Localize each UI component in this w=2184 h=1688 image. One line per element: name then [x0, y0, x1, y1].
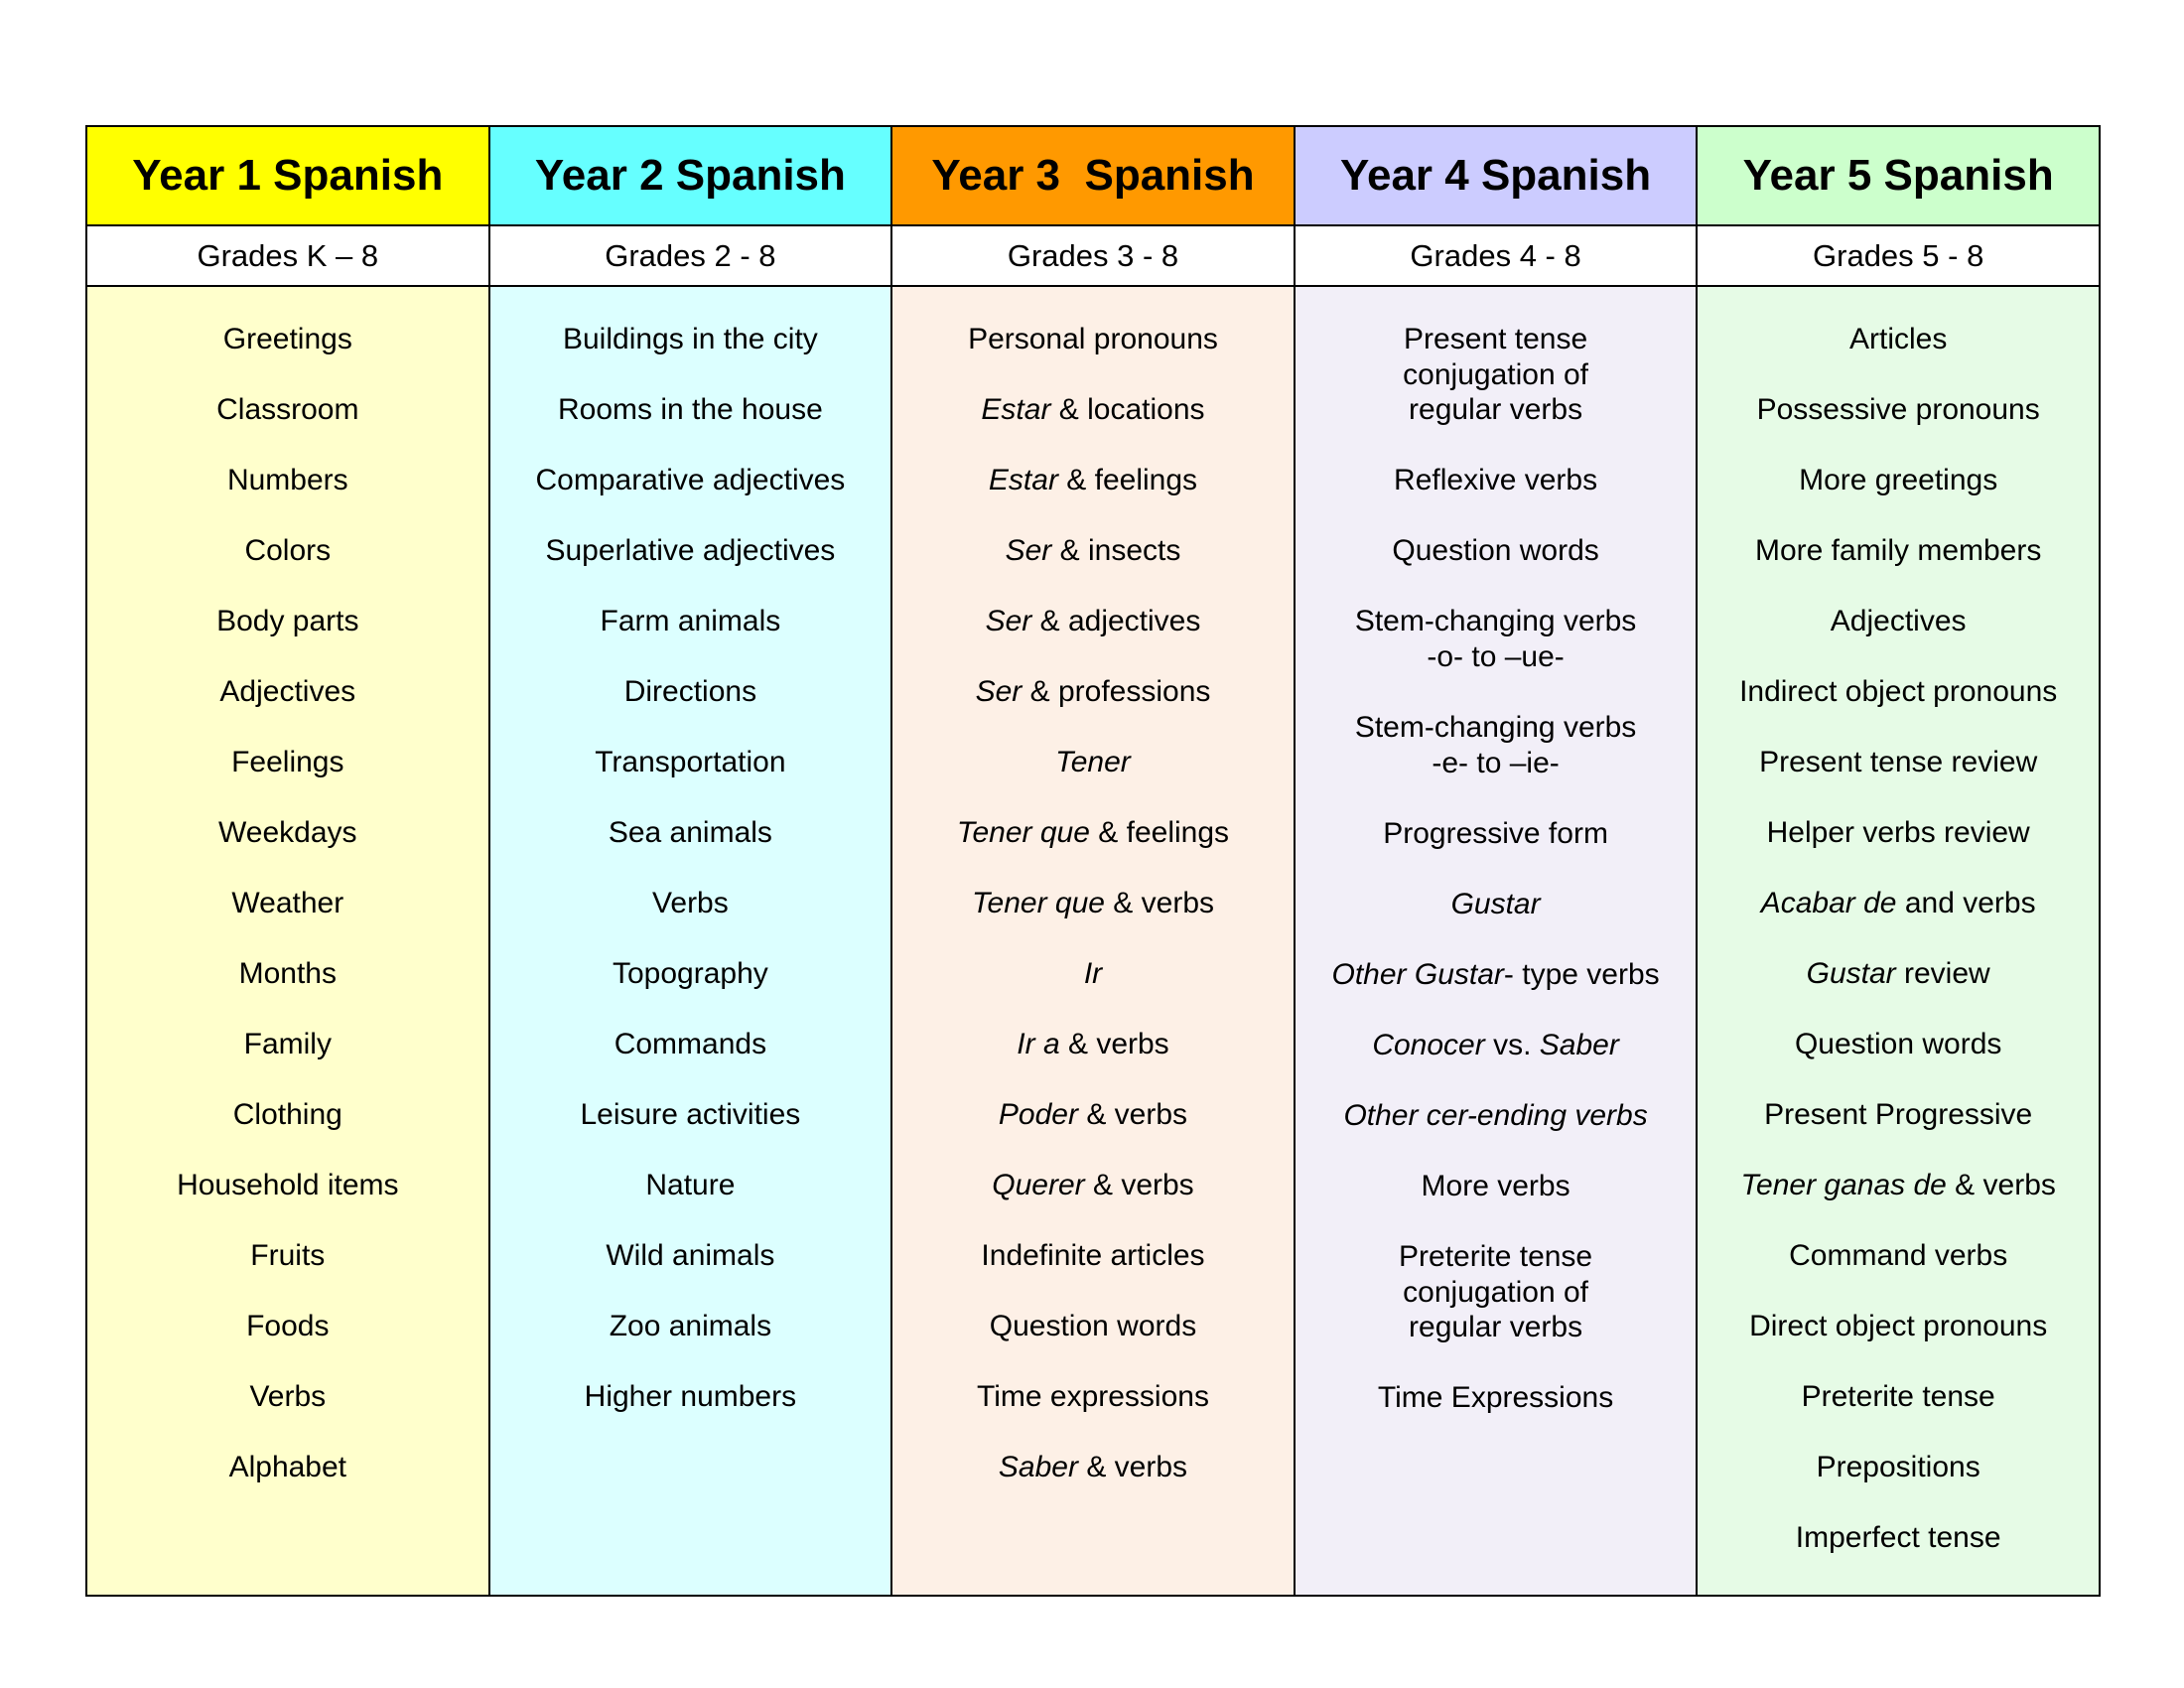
topic-text: review	[1895, 957, 1990, 990]
topic-text: Colors	[244, 534, 332, 567]
topic-text: & verbs	[1077, 1451, 1188, 1483]
topic-text: More verbs	[1421, 1169, 1570, 1202]
column-grades: Grades 2 - 8	[490, 226, 891, 287]
topic-item	[498, 1309, 884, 1344]
topic-item	[498, 392, 884, 428]
topic-item	[1303, 1028, 1689, 1063]
topic-item	[900, 886, 1286, 921]
topic-line: regular verbs	[1409, 393, 1583, 427]
topic-item	[498, 463, 884, 498]
column-title: Year 1 Spanish	[87, 127, 488, 226]
topic-italic-text: Tener que	[971, 887, 1105, 919]
topic-item	[1303, 604, 1689, 674]
topic-item	[900, 1379, 1286, 1415]
topic-item	[1706, 1450, 2091, 1485]
topic-text: Leisure activities	[580, 1098, 801, 1131]
topic-line: Stem-changing verbs	[1354, 711, 1637, 745]
column-grades: Grades K – 8	[87, 226, 488, 287]
topic-item	[95, 1168, 480, 1203]
topic-text: Time expressions	[977, 1380, 1209, 1413]
topic-text: Topography	[612, 957, 768, 990]
topic-item	[900, 1027, 1286, 1062]
topic-text: Body parts	[216, 605, 359, 637]
topic-item	[900, 533, 1286, 569]
topic-item	[95, 463, 480, 498]
topic-item	[95, 1238, 480, 1274]
topic-text: Directions	[623, 675, 757, 708]
topic-item	[900, 745, 1286, 780]
topic-text: Question words	[1392, 534, 1599, 568]
topic-text: Nature	[645, 1169, 736, 1201]
topic-italic-text: Other cer-ending verbs	[1343, 1098, 1648, 1132]
topic-item	[95, 392, 480, 428]
topic-item	[1706, 956, 2091, 992]
topic-item	[1303, 710, 1689, 780]
topic-line: regular verbs	[1409, 1311, 1583, 1344]
topic-italic-text: Acabar de	[1760, 887, 1897, 919]
topic-text: & professions	[1022, 675, 1211, 708]
topic-text: & verbs	[1084, 1169, 1194, 1201]
topic-item	[900, 322, 1286, 357]
column-year-2	[490, 127, 893, 1595]
topic-italic-text: Ir	[1083, 957, 1103, 990]
topic-italic-text: Other Gustar	[1331, 957, 1504, 991]
topic-item	[900, 1309, 1286, 1344]
topic-text: - type verbs	[1503, 957, 1660, 991]
topic-text: & locations	[1050, 393, 1205, 426]
topic-italic-text: Ser	[975, 675, 1023, 708]
column-title: Year 4 Spanish	[1296, 127, 1697, 226]
topic-item	[900, 1168, 1286, 1203]
topic-italic-text: Estar	[981, 393, 1051, 426]
column-year-1	[87, 127, 490, 1595]
topic-text: Imperfect tense	[1795, 1521, 2001, 1554]
topic-text: Articles	[1848, 323, 1948, 355]
topic-text: Personal pronouns	[968, 323, 1218, 355]
topic-item	[1706, 1168, 2091, 1203]
topic-item	[498, 1238, 884, 1274]
topic-line: Stem-changing verbs	[1354, 605, 1637, 638]
topic-item	[1706, 745, 2091, 780]
topic-item	[1706, 674, 2091, 710]
topic-text: Weekdays	[218, 816, 357, 849]
topic-item	[95, 886, 480, 921]
topic-text: Progressive form	[1383, 816, 1608, 850]
topic-italic-text: Ser	[985, 605, 1032, 637]
topic-text: Higher numbers	[584, 1380, 797, 1413]
topic-item	[498, 1097, 884, 1133]
curriculum-table	[85, 125, 2101, 1597]
topic-text: Sea animals	[608, 816, 772, 849]
topic-item	[95, 604, 480, 639]
topic-text: & adjectives	[1031, 605, 1201, 637]
topic-italic-text: Querer	[992, 1169, 1085, 1201]
topic-text: Months	[238, 957, 337, 990]
topic-text: Adjectives	[219, 675, 356, 708]
topic-text: Reflexive verbs	[1394, 464, 1598, 497]
topic-item	[1706, 392, 2091, 428]
topic-item	[95, 1450, 480, 1485]
topic-text: & verbs	[1104, 887, 1215, 919]
topic-item	[900, 815, 1286, 851]
column-year-3	[892, 127, 1296, 1595]
topic-italic-text: Tener ganas de	[1740, 1169, 1947, 1201]
topic-item	[1706, 463, 2091, 498]
topic-item	[498, 1027, 884, 1062]
topic-item	[900, 392, 1286, 428]
topic-line: conjugation of	[1403, 357, 1588, 391]
topic-italic-text: Poder	[998, 1098, 1078, 1131]
topic-text: & verbs	[1059, 1028, 1169, 1060]
topic-item	[498, 604, 884, 639]
topic-text: Time Expressions	[1377, 1381, 1614, 1415]
column-grades: Grades 4 - 8	[1296, 226, 1697, 287]
topic-item	[498, 815, 884, 851]
topic-item	[95, 533, 480, 569]
topic-text: Farm animals	[600, 605, 781, 637]
topic-text: More greetings	[1799, 464, 1998, 496]
topic-item	[900, 1450, 1286, 1485]
topic-text: & verbs	[1077, 1098, 1188, 1131]
topic-list	[892, 287, 1294, 1595]
topic-text: & insects	[1051, 534, 1181, 567]
topic-item	[1303, 1169, 1689, 1204]
topic-item	[95, 745, 480, 780]
topic-text: Preterite tense	[1801, 1380, 1995, 1413]
topic-italic-text: Estar	[988, 464, 1058, 496]
topic-text: Present tense review	[1759, 746, 2038, 778]
topic-italic-text: Saber	[998, 1451, 1078, 1483]
topic-item	[1706, 1238, 2091, 1274]
topic-item	[1303, 1239, 1689, 1345]
topic-text: Superlative adjectives	[545, 534, 836, 567]
topic-text: Weather	[231, 887, 344, 919]
topic-item	[95, 956, 480, 992]
topic-text: & feelings	[1089, 816, 1230, 849]
topic-item	[1706, 1309, 2091, 1344]
topic-item	[1706, 815, 2091, 851]
topic-text: Greetings	[222, 323, 352, 355]
topic-line: Present tense	[1404, 323, 1588, 355]
topic-text: and verbs	[1896, 887, 2036, 919]
topic-text: Prepositions	[1816, 1451, 1980, 1483]
topic-item	[900, 674, 1286, 710]
topic-text: Helper verbs review	[1766, 816, 2030, 849]
topic-item	[1303, 957, 1689, 993]
topic-text: Adjectives	[1830, 605, 1967, 637]
topic-item	[1303, 322, 1689, 428]
topic-list	[490, 287, 891, 1595]
topic-text: Wild animals	[606, 1239, 775, 1272]
topic-item	[1303, 887, 1689, 922]
column-title: Year 3 Spanish	[892, 127, 1294, 226]
topic-item	[1303, 533, 1689, 569]
topic-item	[498, 1168, 884, 1203]
topic-item	[95, 815, 480, 851]
topic-item	[498, 674, 884, 710]
topic-item	[498, 322, 884, 357]
topic-text: Indefinite articles	[981, 1239, 1205, 1272]
topic-item	[1303, 1098, 1689, 1134]
topic-italic-text: Ir a	[1017, 1028, 1060, 1060]
topic-item	[1706, 1520, 2091, 1556]
column-year-5	[1698, 127, 2099, 1595]
topic-item	[498, 1379, 884, 1415]
topic-item	[498, 533, 884, 569]
topic-text: Numbers	[226, 464, 348, 496]
topic-text: Commands	[614, 1028, 767, 1060]
topic-text: Foods	[246, 1310, 330, 1342]
topic-item	[95, 1309, 480, 1344]
topic-item	[498, 956, 884, 992]
topic-text: Indirect object pronouns	[1739, 675, 2058, 708]
topic-list	[87, 287, 488, 1595]
topic-item	[95, 674, 480, 710]
topic-list	[1296, 287, 1697, 1595]
topic-item	[1706, 886, 2091, 921]
topic-text: Verbs	[652, 887, 729, 919]
topic-item	[95, 1097, 480, 1133]
topic-text: Feelings	[231, 746, 344, 778]
column-title: Year 2 Spanish	[490, 127, 891, 226]
topic-italic-text: Conocer	[1372, 1028, 1485, 1061]
topic-item	[1706, 533, 2091, 569]
topic-line: -o- to –ue-	[1427, 640, 1565, 674]
column-grades: Grades 3 - 8	[892, 226, 1294, 287]
topic-italic-text: Gustar	[1806, 957, 1896, 990]
topic-text: Question words	[989, 1310, 1197, 1342]
topic-text: Direct object pronouns	[1749, 1310, 2048, 1342]
topic-text: Buildings in the city	[562, 323, 818, 355]
topic-item	[1706, 604, 2091, 639]
topic-text: Rooms in the house	[557, 393, 823, 426]
topic-line: Preterite tense	[1399, 1239, 1593, 1273]
topic-item	[1706, 322, 2091, 357]
topic-item	[95, 1379, 480, 1415]
topic-item	[1706, 1097, 2091, 1133]
topic-italic-text: Ser	[1005, 534, 1052, 567]
column-year-4	[1296, 127, 1699, 1595]
topic-text: & feelings	[1057, 464, 1198, 496]
topic-line: -e- to –ie-	[1432, 746, 1560, 779]
topic-text: Family	[243, 1028, 332, 1060]
topic-item	[1303, 463, 1689, 498]
topic-item	[95, 1027, 480, 1062]
topic-line: conjugation of	[1403, 1275, 1588, 1309]
topic-text: Alphabet	[228, 1451, 347, 1483]
topic-italic-text: Saber	[1539, 1028, 1619, 1061]
topic-italic-text: Tener que	[956, 816, 1090, 849]
topic-item	[900, 956, 1286, 992]
topic-item	[900, 463, 1286, 498]
topic-text: Possessive pronouns	[1756, 393, 2040, 426]
topic-text: Zoo animals	[609, 1310, 772, 1342]
column-title: Year 5 Spanish	[1698, 127, 2099, 226]
topic-item	[900, 1097, 1286, 1133]
topic-item	[900, 604, 1286, 639]
topic-text: Question words	[1794, 1028, 2002, 1060]
topic-item	[498, 886, 884, 921]
topic-item	[1303, 816, 1689, 852]
topic-text: Comparative adjectives	[535, 464, 846, 496]
topic-text: Transportation	[595, 746, 786, 778]
topic-text: Verbs	[249, 1380, 327, 1413]
topic-text: Household items	[177, 1169, 399, 1201]
topic-text: vs.	[1484, 1028, 1540, 1061]
topic-item	[1706, 1027, 2091, 1062]
topic-list	[1698, 287, 2099, 1595]
topic-item	[498, 745, 884, 780]
topic-item	[95, 322, 480, 357]
topic-italic-text: Gustar	[1450, 887, 1541, 920]
column-grades: Grades 5 - 8	[1698, 226, 2099, 287]
topic-text: Clothing	[232, 1098, 342, 1131]
topic-text: Fruits	[250, 1239, 326, 1272]
topic-text: Classroom	[216, 393, 359, 426]
topic-italic-text: Tener	[1055, 746, 1131, 778]
topic-item	[900, 1238, 1286, 1274]
topic-text: Command verbs	[1789, 1239, 2008, 1272]
topic-item	[1706, 1379, 2091, 1415]
topic-text: & verbs	[1946, 1169, 2056, 1201]
topic-item	[1303, 1380, 1689, 1416]
topic-text: More family members	[1754, 534, 2042, 567]
topic-text: Present Progressive	[1764, 1098, 2033, 1131]
